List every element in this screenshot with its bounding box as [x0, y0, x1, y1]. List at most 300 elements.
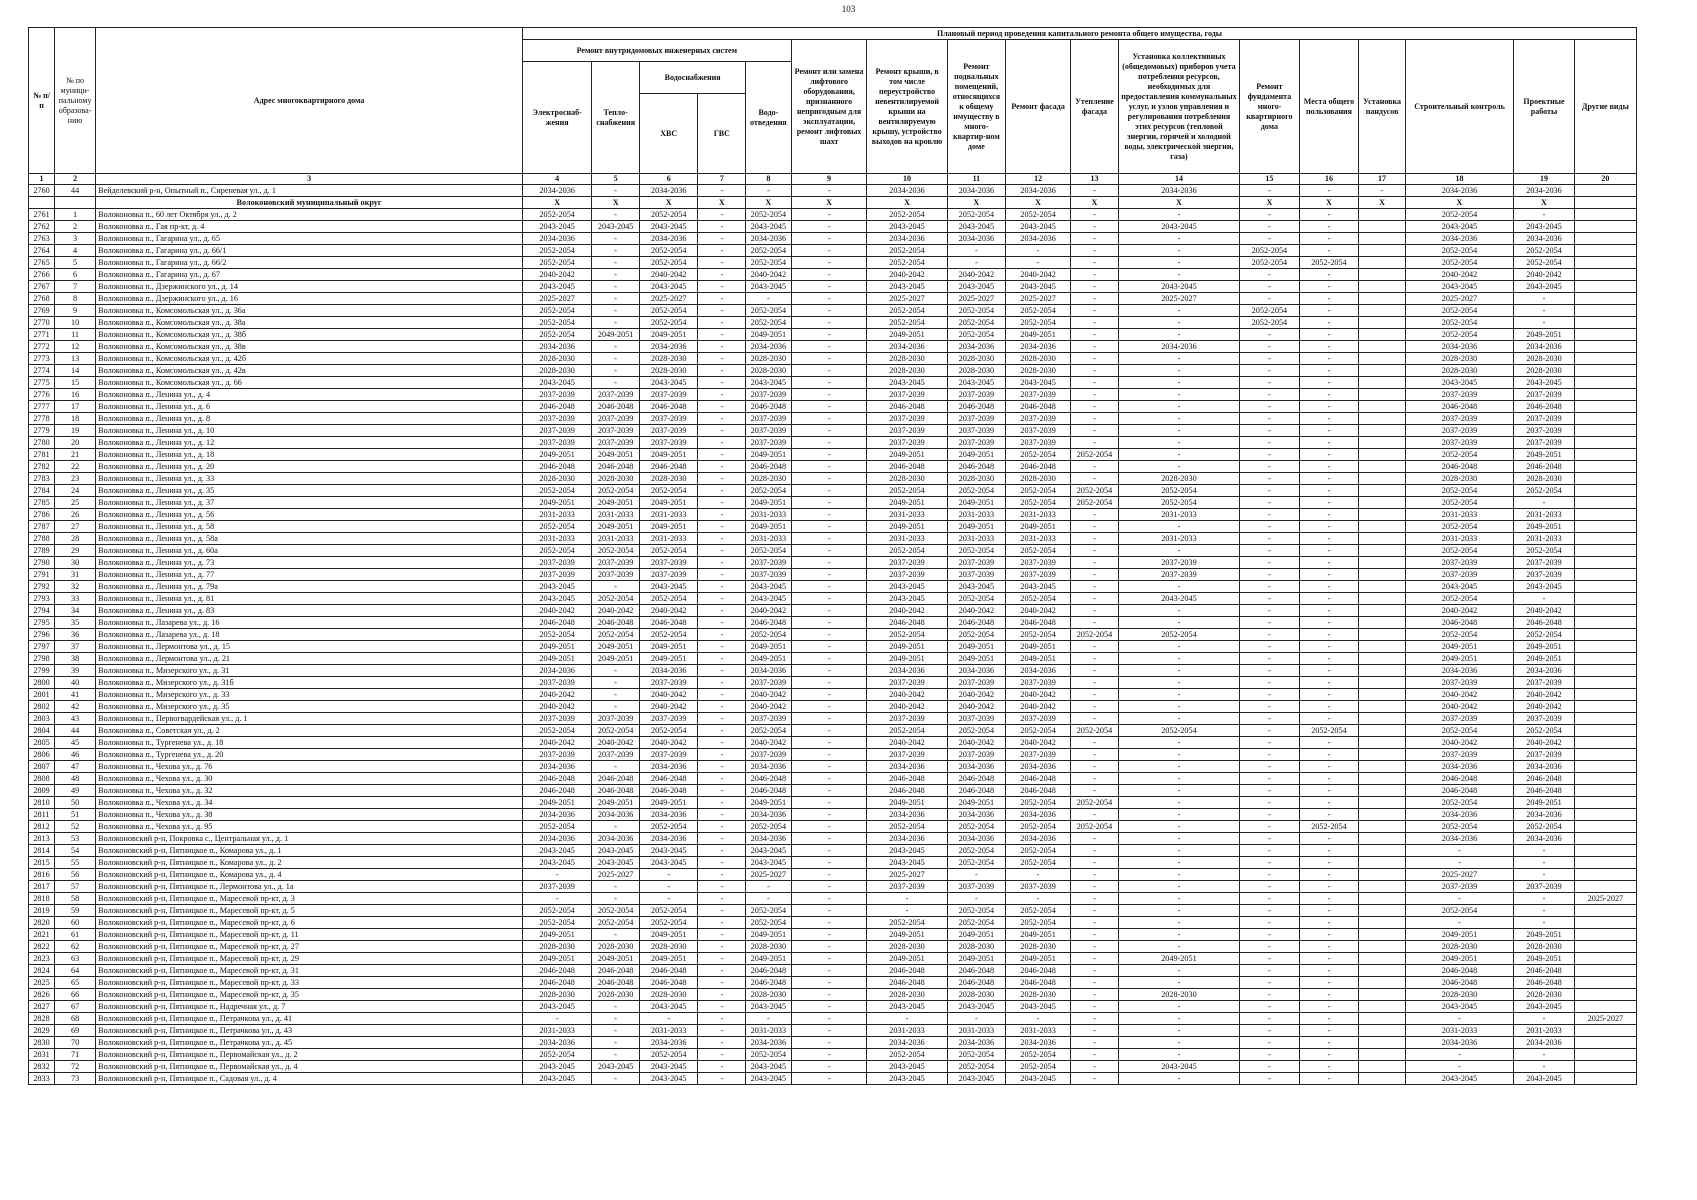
period-cell: - [1118, 677, 1239, 689]
period-cell: 2052-2054 [1514, 545, 1575, 557]
period-cell: - [1299, 329, 1359, 341]
row-number: 2790 [29, 557, 55, 569]
municipal-number: 60 [55, 917, 96, 929]
period-cell [1359, 1061, 1406, 1073]
address-cell: Волоконовка п., Ленина ул., д. 37 [96, 497, 523, 509]
period-cell: - [1359, 185, 1406, 197]
period-cell [1574, 653, 1636, 665]
period-cell: 2052-2054 [1071, 797, 1119, 809]
period-cell: 2052-2054 [947, 821, 1006, 833]
period-cell: 2052-2054 [1405, 593, 1513, 605]
period-cell: 2034-2036 [1405, 833, 1513, 845]
period-cell: - [791, 761, 867, 773]
address-cell: Волоконовка п., Ленина ул., д. 58 [96, 521, 523, 533]
period-cell: 2043-2045 [1405, 281, 1513, 293]
period-cell: 2037-2039 [639, 677, 698, 689]
municipal-number: 4 [55, 245, 96, 257]
header-mun-num: № по муници-пальному образова-нию [55, 28, 96, 174]
period-cell: - [1299, 365, 1359, 377]
period-cell: - [698, 209, 746, 221]
period-cell: 2052-2054 [639, 725, 698, 737]
period-cell [1359, 317, 1406, 329]
period-cell: - [1299, 437, 1359, 449]
period-cell: 2031-2033 [592, 509, 640, 521]
period-cell: - [1071, 269, 1119, 281]
period-cell [1574, 1025, 1636, 1037]
header-foundation: Ремонт фундамента много-квартирного дома [1240, 40, 1300, 174]
municipal-number: 47 [55, 761, 96, 773]
period-cell: 2034-2036 [639, 1037, 698, 1049]
period-cell [1359, 329, 1406, 341]
period-cell: 2040-2042 [523, 605, 592, 617]
period-cell: 2034-2036 [523, 185, 592, 197]
period-cell: 2037-2039 [947, 413, 1006, 425]
period-cell: - [791, 245, 867, 257]
period-cell: - [1299, 425, 1359, 437]
row-number: 2801 [29, 689, 55, 701]
period-cell: - [1240, 521, 1300, 533]
period-cell: 2043-2045 [867, 857, 947, 869]
period-cell: 2037-2039 [1405, 557, 1513, 569]
period-cell: 2052-2054 [947, 1049, 1006, 1061]
period-cell [1359, 341, 1406, 353]
period-cell: - [592, 677, 640, 689]
period-cell: 2028-2030 [1118, 473, 1239, 485]
period-cell: - [791, 509, 867, 521]
period-cell: 2043-2045 [1405, 1073, 1513, 1085]
header-address: Адрес многоквартирного дома [96, 28, 523, 174]
period-cell: 2040-2042 [947, 701, 1006, 713]
period-cell [1574, 953, 1636, 965]
municipal-number: 44 [55, 185, 96, 197]
period-cell: 2043-2045 [1405, 581, 1513, 593]
row-number: 2782 [29, 461, 55, 473]
municipal-number: 17 [55, 401, 96, 413]
period-cell: - [1240, 977, 1300, 989]
municipal-number: 72 [55, 1061, 96, 1073]
period-cell: 2037-2039 [523, 389, 592, 401]
period-cell: 2034-2036 [947, 185, 1006, 197]
period-cell [1574, 533, 1636, 545]
period-cell: 2034-2036 [1405, 665, 1513, 677]
period-cell: 2043-2045 [639, 845, 698, 857]
period-cell: - [592, 929, 640, 941]
period-cell: 2052-2054 [1071, 449, 1119, 461]
period-cell: - [1299, 833, 1359, 845]
period-cell: 2052-2054 [1071, 629, 1119, 641]
period-cell: - [592, 1049, 640, 1061]
address-cell: Волоконовка п., Лермонтова ул., д. 21 [96, 653, 523, 665]
period-cell: 2040-2042 [523, 269, 592, 281]
address-cell: Волоконовка п., Тургенева ул., д. 18 [96, 737, 523, 749]
period-cell: 2037-2039 [1514, 557, 1575, 569]
period-cell: 2052-2054 [746, 725, 792, 737]
period-cell: - [592, 821, 640, 833]
address-cell: Волоконовка п., Мизерского ул., д. 33 [96, 689, 523, 701]
period-cell: - [1071, 665, 1119, 677]
period-cell: - [1299, 1001, 1359, 1013]
period-cell: - [1071, 1061, 1119, 1073]
period-cell: 2031-2033 [1118, 509, 1239, 521]
period-cell: - [698, 833, 746, 845]
table-row [29, 833, 1637, 845]
period-cell: - [592, 209, 640, 221]
period-cell: - [698, 293, 746, 305]
period-cell: - [791, 293, 867, 305]
period-cell: - [1299, 545, 1359, 557]
period-cell: - [1118, 1025, 1239, 1037]
period-cell: - [1118, 269, 1239, 281]
period-cell: - [592, 281, 640, 293]
period-cell: 2046-2048 [1006, 965, 1071, 977]
period-cell: 2052-2054 [523, 245, 592, 257]
period-cell [1359, 941, 1406, 953]
period-cell: 2052-2054 [1514, 257, 1575, 269]
period-cell: - [791, 989, 867, 1001]
period-cell: 2046-2048 [867, 785, 947, 797]
period-cell: 2049-2051 [867, 449, 947, 461]
row-number: 2826 [29, 989, 55, 1001]
period-cell: - [1299, 341, 1359, 353]
period-cell: 2034-2036 [1118, 185, 1239, 197]
period-cell: 2040-2042 [1405, 605, 1513, 617]
period-cell: 2037-2039 [592, 425, 640, 437]
period-cell: 2052-2054 [746, 485, 792, 497]
period-cell: 2025-2027 [947, 293, 1006, 305]
period-cell: - [1299, 737, 1359, 749]
period-cell: 2052-2054 [1405, 545, 1513, 557]
period-cell: - [1405, 845, 1513, 857]
period-cell: - [1240, 725, 1300, 737]
period-cell: 2049-2051 [1006, 521, 1071, 533]
period-cell: 2037-2039 [523, 749, 592, 761]
period-cell: 2046-2048 [639, 461, 698, 473]
period-cell: 2028-2030 [867, 353, 947, 365]
period-cell: 2046-2048 [1405, 617, 1513, 629]
period-cell: - [867, 905, 947, 917]
row-number: 2792 [29, 581, 55, 593]
period-cell: 2028-2030 [523, 989, 592, 1001]
period-cell: - [1071, 545, 1119, 557]
period-cell: 2049-2051 [867, 329, 947, 341]
address-cell: Волоконовка п., Ленина ул., д. 83 [96, 605, 523, 617]
period-cell: - [1240, 1049, 1300, 1061]
period-cell: - [1118, 233, 1239, 245]
address-cell: Волоконовский р-н, Пятницкое п., Маресевой пр-кт, д. 31 [96, 965, 523, 977]
period-cell: - [1071, 437, 1119, 449]
period-cell: 2052-2054 [1405, 257, 1513, 269]
period-cell: 2028-2030 [1514, 473, 1575, 485]
period-cell: - [1118, 785, 1239, 797]
period-cell: - [791, 701, 867, 713]
period-cell: 2034-2036 [947, 761, 1006, 773]
period-cell: 2028-2030 [523, 353, 592, 365]
period-cell: 2040-2042 [947, 269, 1006, 281]
period-cell: - [947, 257, 1006, 269]
period-cell: - [1118, 605, 1239, 617]
period-cell: 2049-2051 [867, 797, 947, 809]
period-cell: 2046-2048 [523, 617, 592, 629]
period-cell: - [1071, 317, 1119, 329]
municipal-number: 15 [55, 377, 96, 389]
period-cell: - [698, 1001, 746, 1013]
address-cell: Волоконовка п., Тургенева ул., д. 20 [96, 749, 523, 761]
period-cell: 2040-2042 [1514, 701, 1575, 713]
period-cell: - [791, 389, 867, 401]
period-cell: - [1118, 857, 1239, 869]
header-other: Другие виды [1574, 40, 1636, 174]
period-cell: X [698, 197, 746, 209]
period-cell: - [1240, 401, 1300, 413]
period-cell: 2052-2054 [1006, 1061, 1071, 1073]
period-cell: 2037-2039 [1514, 569, 1575, 581]
municipal-number: 71 [55, 1049, 96, 1061]
period-cell: 2043-2045 [746, 1073, 792, 1085]
period-cell: 2052-2054 [1006, 917, 1071, 929]
table-row [29, 509, 1637, 521]
row-number: 2803 [29, 713, 55, 725]
period-cell: 2049-2051 [523, 497, 592, 509]
period-cell: 2049-2051 [947, 449, 1006, 461]
period-cell: 2043-2045 [867, 377, 947, 389]
period-cell: 2037-2039 [746, 425, 792, 437]
period-cell: - [791, 941, 867, 953]
period-cell: 2052-2054 [639, 209, 698, 221]
table-row [29, 209, 1637, 221]
period-cell: 2034-2036 [867, 665, 947, 677]
address-cell: Волоконовка п., Первогвардейская ул., д. 1 [96, 713, 523, 725]
period-cell: 2049-2051 [639, 449, 698, 461]
period-cell: - [791, 221, 867, 233]
address-cell: Волоконовский р-н, Пятницкое п., Первомайская ул., д. 2 [96, 1049, 523, 1061]
period-cell [1359, 665, 1406, 677]
period-cell: - [698, 245, 746, 257]
period-cell [1574, 629, 1636, 641]
period-cell: 2049-2051 [867, 953, 947, 965]
municipal-number: 33 [55, 593, 96, 605]
period-cell: 2040-2042 [639, 269, 698, 281]
table-row [29, 617, 1637, 629]
period-cell: 2028-2030 [746, 989, 792, 1001]
period-cell: - [592, 1073, 640, 1085]
period-cell: 2043-2045 [1405, 1001, 1513, 1013]
period-cell: 2028-2030 [639, 989, 698, 1001]
period-cell: - [698, 869, 746, 881]
period-cell [1359, 809, 1406, 821]
table-row [29, 545, 1637, 557]
period-cell: 2043-2045 [746, 281, 792, 293]
period-cell: 2031-2033 [639, 509, 698, 521]
period-cell [1359, 245, 1406, 257]
period-cell: 2052-2054 [523, 209, 592, 221]
address-cell: Волоконовский муниципальный округ [96, 197, 523, 209]
period-cell: - [1299, 1013, 1359, 1025]
period-cell: 2043-2045 [523, 1061, 592, 1073]
period-cell: 2028-2030 [746, 473, 792, 485]
period-cell [1359, 545, 1406, 557]
period-cell: 2049-2051 [592, 953, 640, 965]
period-cell: 2034-2036 [592, 809, 640, 821]
address-cell: Волоконовка п., Ленина ул., д. 33 [96, 473, 523, 485]
municipal-number: 52 [55, 821, 96, 833]
period-cell: - [791, 281, 867, 293]
period-cell: - [1071, 989, 1119, 1001]
period-cell: 2034-2036 [1514, 665, 1575, 677]
period-cell: - [1299, 185, 1359, 197]
row-number: 2802 [29, 701, 55, 713]
row-number: 2830 [29, 1037, 55, 1049]
period-cell: 2043-2045 [1514, 1073, 1575, 1085]
period-cell: 2046-2048 [592, 617, 640, 629]
municipal-number: 18 [55, 413, 96, 425]
period-cell: - [791, 1013, 867, 1025]
period-cell: 2052-2054 [639, 317, 698, 329]
row-number: 2772 [29, 341, 55, 353]
address-cell: Волоконовка п., Лермонтова ул., д. 15 [96, 641, 523, 653]
period-cell: 2037-2039 [746, 713, 792, 725]
municipal-number: 30 [55, 557, 96, 569]
period-cell: - [1071, 329, 1119, 341]
table-row [29, 533, 1637, 545]
period-cell: 2040-2042 [1006, 701, 1071, 713]
address-cell: Волоконовка п., Лазарева ул., д. 18 [96, 629, 523, 641]
period-cell: 2052-2054 [1405, 449, 1513, 461]
period-cell: - [698, 821, 746, 833]
header-insulation: Утепление фасада [1071, 40, 1119, 174]
address-cell: Волоконовский р-н, Пятницкое п., Петрачкова ул., д. 45 [96, 1037, 523, 1049]
period-cell: 2043-2045 [639, 1073, 698, 1085]
period-cell: 2052-2054 [867, 917, 947, 929]
period-cell: 2052-2054 [867, 821, 947, 833]
period-cell: - [698, 569, 746, 581]
period-cell: - [1071, 413, 1119, 425]
period-cell: 2052-2054 [639, 245, 698, 257]
row-number: 2828 [29, 1013, 55, 1025]
period-cell: 2052-2054 [1405, 725, 1513, 737]
period-cell [1574, 797, 1636, 809]
period-cell: - [1299, 869, 1359, 881]
period-cell [1359, 917, 1406, 929]
period-cell: 2040-2042 [592, 605, 640, 617]
period-cell: - [698, 773, 746, 785]
period-cell: 2028-2030 [639, 941, 698, 953]
column-number: 7 [698, 174, 746, 185]
row-number: 2821 [29, 929, 55, 941]
address-cell: Волоконовский р-н, Пятницкое п., Комарова ул., д. 1 [96, 845, 523, 857]
municipal-number: 28 [55, 533, 96, 545]
municipal-number: 14 [55, 365, 96, 377]
period-cell: 2052-2054 [746, 905, 792, 917]
address-cell: Волоконовский р-н, Пятницкое п., Петрачкова ул., д. 43 [96, 1025, 523, 1037]
period-cell [1359, 605, 1406, 617]
period-cell [1574, 209, 1636, 221]
row-number: 2769 [29, 305, 55, 317]
period-cell: - [1514, 869, 1575, 881]
period-cell: 2052-2054 [947, 857, 1006, 869]
period-cell: 2037-2039 [947, 437, 1006, 449]
table-row [29, 485, 1637, 497]
header-heat: Тепло-снабжения [592, 62, 640, 174]
table-row [29, 665, 1637, 677]
period-cell: 2040-2042 [1405, 701, 1513, 713]
period-cell: - [1118, 845, 1239, 857]
address-cell: Волоконовка п., Чехова ул., д. 38 [96, 809, 523, 821]
region-row [29, 197, 1637, 209]
period-cell: 2043-2045 [1118, 1061, 1239, 1073]
table-row [29, 1001, 1637, 1013]
period-cell: 2034-2036 [592, 833, 640, 845]
column-number: 14 [1118, 174, 1239, 185]
period-cell: - [1299, 593, 1359, 605]
period-cell: - [1118, 617, 1239, 629]
period-cell: 2046-2048 [1405, 401, 1513, 413]
period-cell [1359, 1037, 1406, 1049]
column-number: 18 [1405, 174, 1513, 185]
period-cell: - [1299, 485, 1359, 497]
period-cell: 2052-2054 [1405, 329, 1513, 341]
period-cell: 2052-2054 [639, 917, 698, 929]
period-cell: - [1071, 245, 1119, 257]
period-cell: 2052-2054 [1514, 725, 1575, 737]
period-cell [1574, 701, 1636, 713]
period-cell: 2043-2045 [867, 593, 947, 605]
period-cell: 2034-2036 [523, 665, 592, 677]
period-cell: - [1071, 737, 1119, 749]
period-cell [1359, 353, 1406, 365]
period-cell: - [1118, 1001, 1239, 1013]
period-cell [1359, 293, 1406, 305]
period-cell: 2040-2042 [867, 737, 947, 749]
address-cell: Волоконовка п., Ленина ул., д. 8 [96, 413, 523, 425]
period-cell: - [1299, 713, 1359, 725]
municipal-number: 56 [55, 869, 96, 881]
period-cell: 2046-2048 [746, 977, 792, 989]
period-cell: 2046-2048 [947, 965, 1006, 977]
period-cell: 2043-2045 [746, 593, 792, 605]
period-cell: 2028-2030 [1514, 365, 1575, 377]
table-row [29, 245, 1637, 257]
period-cell [1359, 845, 1406, 857]
period-cell: 2052-2054 [947, 1061, 1006, 1073]
header-engineering: Ремонт внутридомовых инженерных систем [523, 40, 792, 62]
period-cell: 2028-2030 [867, 365, 947, 377]
period-cell: 2043-2045 [592, 221, 640, 233]
period-cell: 2034-2036 [1405, 233, 1513, 245]
period-cell: 2034-2036 [1514, 1037, 1575, 1049]
address-cell: Волоконовский р-н, Пятницкое п., Маресевой пр-кт, д. 27 [96, 941, 523, 953]
period-cell: - [698, 317, 746, 329]
period-cell: 2034-2036 [746, 761, 792, 773]
period-cell: - [1240, 713, 1300, 725]
address-cell: Волоконовка п., Комсомольская ул., д. 42б [96, 353, 523, 365]
period-cell: 2049-2051 [867, 653, 947, 665]
period-cell: - [592, 665, 640, 677]
period-cell: - [791, 725, 867, 737]
address-cell: Волоконовка п., Ленина ул., д. 18 [96, 449, 523, 461]
period-cell: 2031-2033 [746, 1025, 792, 1037]
period-cell: - [791, 545, 867, 557]
row-number: 2819 [29, 905, 55, 917]
period-cell: - [1071, 557, 1119, 569]
period-cell: 2034-2036 [1514, 233, 1575, 245]
municipal-number: 11 [55, 329, 96, 341]
period-cell: 2049-2051 [523, 929, 592, 941]
period-cell: - [1071, 425, 1119, 437]
period-cell: 2028-2030 [1006, 353, 1071, 365]
period-cell: 2043-2045 [639, 281, 698, 293]
period-cell: 2052-2054 [592, 593, 640, 605]
column-number: 9 [791, 174, 867, 185]
